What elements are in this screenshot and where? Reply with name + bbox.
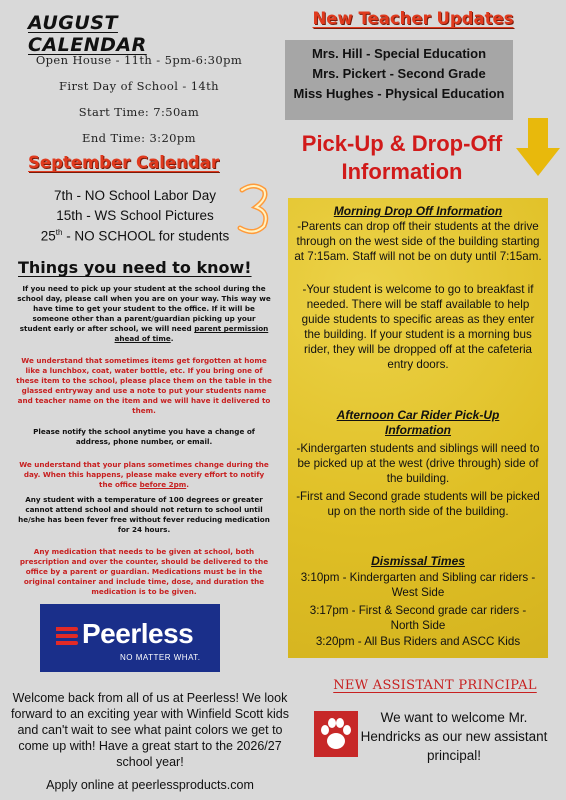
down-arrow-icon: [516, 118, 560, 178]
peerless-apply-link: Apply online at peerlessproducts.com: [46, 778, 254, 792]
august-end-time: End Time: 3:20pm: [82, 131, 196, 145]
peerless-logo: [40, 604, 220, 672]
assistant-principal-welcome: We want to welcome Mr. Hendricks as our new assistant principal!: [360, 710, 548, 763]
plan-change-note: We understand that your plans sometimes change during the day. When this happens, please make every effort to notify the office before 2pm.: [19, 460, 269, 489]
dismissal-times-heading: Dismissal Times: [371, 554, 465, 568]
things-to-know-title: Things you need to know!: [18, 258, 252, 277]
teacher-hughes: Miss Hughes - Physical Education: [293, 86, 505, 101]
fever-policy-note: Any student with a temperature of 100 degrees or greater cannot attend school and should not return to school until he/she has been fever free without fever reducing medication for 24 hours.: [18, 495, 270, 534]
afternoon-pickup-heading: Afternoon Car Rider Pick-Up Information: [336, 408, 500, 437]
peerless-welcome-message: Welcome back from all of us at Peerless! We look forward to an exciting year with Winfield Scott kids and can't wait to see what paint colors we get to come up with! Have a great start to the 2026/27 school year!: [11, 691, 289, 769]
medication-policy-note: Any medication that needs to be given at school, both prescription and over the counter, should be delivered to the office by a parent or guardian. Medications must be in the original container and include time, dose, and duration the medication is to be given.: [19, 547, 269, 596]
teacher-pickert: Mrs. Pickert - Second Grade: [312, 66, 486, 81]
august-open-house: Open House - 11th - 5pm-6:30pm: [35, 53, 243, 67]
august-start-time: Start Time: 7:50am: [78, 105, 200, 119]
contact-change-note: Please notify the school anytime you have a change of address, phone number, or email.: [33, 427, 255, 446]
september-no-school: 25th - NO SCHOOL for students: [40, 228, 230, 244]
peerless-logo-name: Peerless: [82, 618, 194, 649]
dismissal-bus-riders: 3:20pm - All Bus Riders and ASCC Kids: [315, 635, 521, 648]
dismissal-first-second: 3:17pm - First & Second grade car riders - North Side: [309, 604, 527, 632]
september-labor-day: 7th - NO School Labor Day: [53, 188, 217, 203]
september-calendar-title: September Calendar: [28, 153, 219, 172]
morning-dropoff-p2: -Your student is welcome to go to breakfast if needed. There will be staff available to help guide students to specific areas as they enter the building. If your student is a morning bus rider, they will be dropped off at the cafeteria entry doors.: [301, 283, 535, 371]
august-first-day: First Day of School - 14th: [59, 79, 219, 93]
dismissal-kindergarten: 3:10pm - Kindergarten and Sibling car riders - West Side: [300, 571, 536, 599]
peerless-stripes-icon: [56, 627, 78, 648]
september-pictures: 15th - WS School Pictures: [56, 208, 214, 223]
neon-number-3-icon: [234, 180, 274, 240]
morning-dropoff-heading: Morning Drop Off Information: [333, 204, 503, 218]
peerless-logo-tagline: NO MATTER WHAT.: [120, 653, 201, 662]
afternoon-pickup-p2: -First and Second grade students will be picked up on the north side of the building.: [296, 490, 540, 518]
new-teacher-updates-title: New Teacher Updates: [312, 9, 514, 28]
afternoon-pickup-p1: -Kindergarten students and siblings will need to be picked up at the west (drive through) side of the building.: [296, 442, 540, 485]
assistant-principal-title: NEW ASSISTANT PRINCIPAL: [333, 678, 537, 693]
morning-dropoff-p1: -Parents can drop off their students at the drive through on the west side of the building starting at 7:15am. Staff will not be on duty until 7:15am.: [294, 220, 542, 263]
forgotten-items-note: We understand that sometimes items get forgotten at home like a lunchbox, coat, water bottle, etc. If you bring one of these item to the school, please place them on the table in the glassed entryway and use a note to put your students name and teacher name on the item and we will have it delivered to them.: [16, 356, 272, 415]
pickup-permission-note: If you need to pick up your student at the school during the school day, please call when you are on your way. This way we have time to get your student to the office. If it will be someone other than a parent/guardian picking up your student early or after school, we will need parent permission ahead of time.: [17, 284, 271, 343]
teacher-hill: Mrs. Hill - Special Education: [311, 46, 487, 61]
pickup-dropoff-title: Pick-Up & Drop-Off Information: [301, 131, 503, 184]
august-calendar-title: AUGUST CALENDAR: [28, 12, 147, 56]
paw-print-icon: [314, 711, 358, 757]
